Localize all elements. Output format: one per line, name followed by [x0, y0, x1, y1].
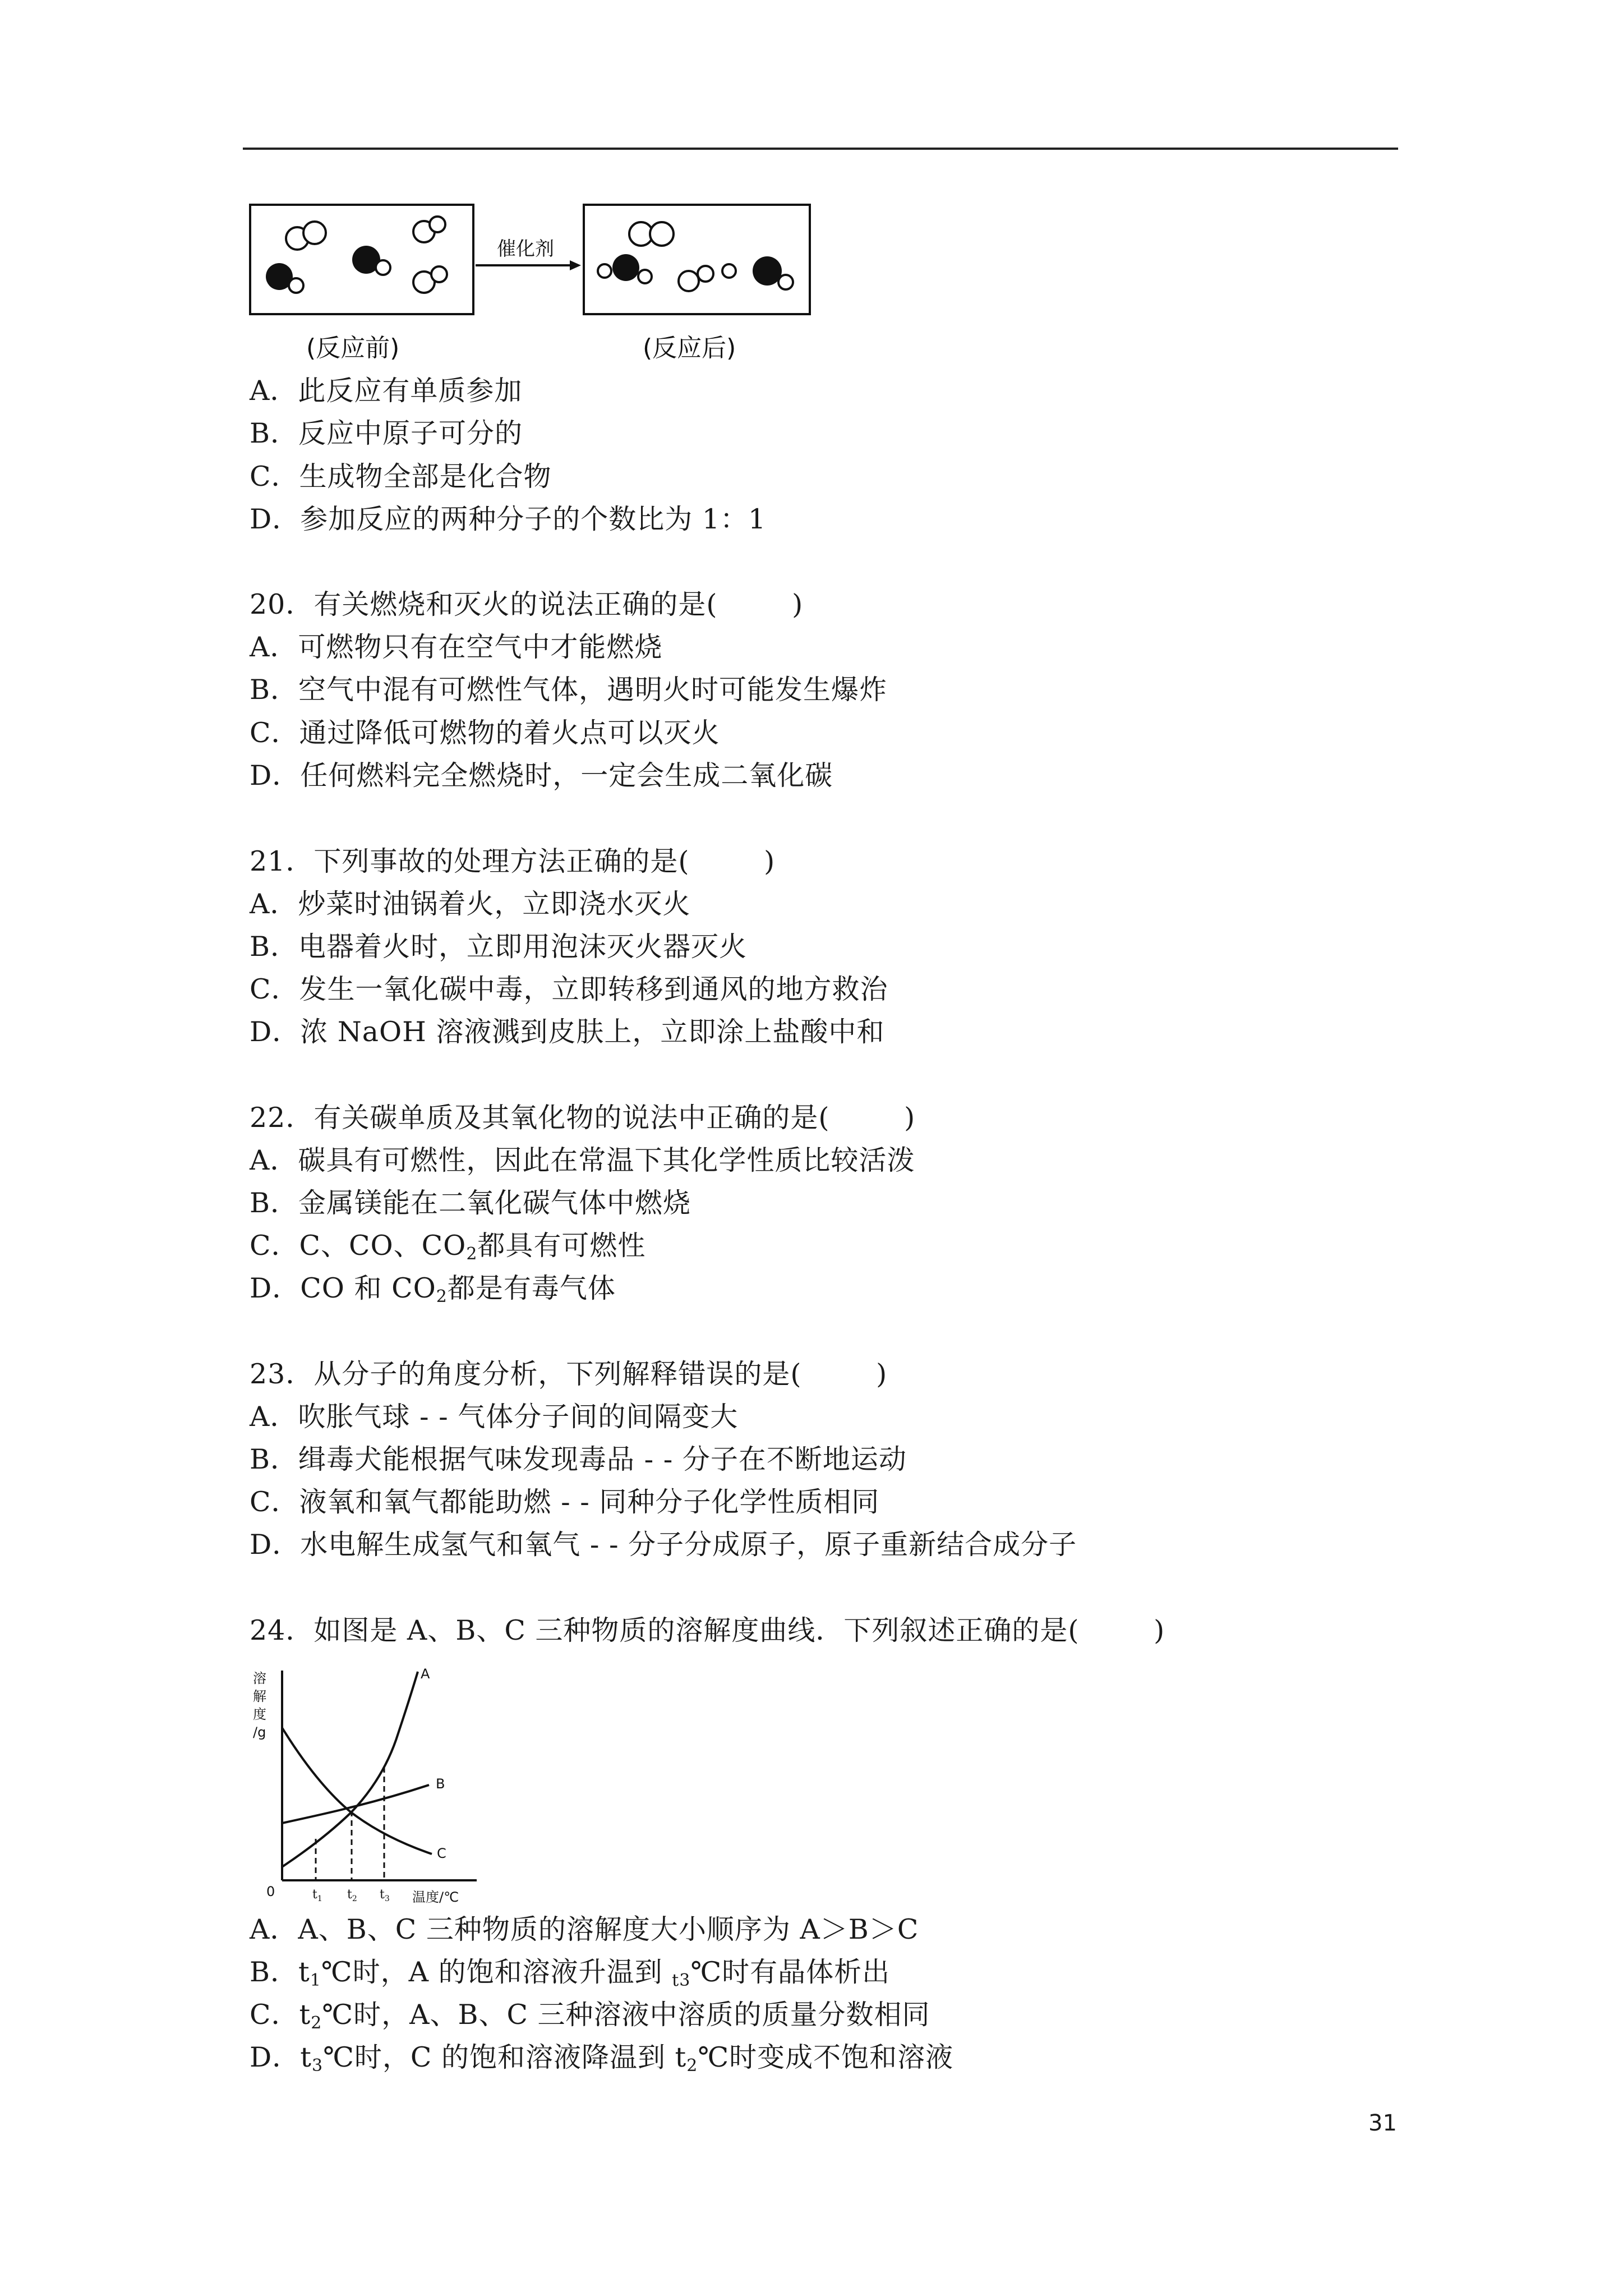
x-axis-label: 温度/℃ [412, 1889, 459, 1905]
series-a-line [282, 1672, 418, 1867]
after-label: (反应后) [643, 334, 736, 362]
q19-option-c: C．生成物全部是化合物 [250, 461, 552, 493]
y-label-char-3: 度 [253, 1706, 266, 1722]
q22-option-b: B．金属镁能在二氧化碳气体中燃烧 [250, 1187, 691, 1219]
q21-option-d: D．浓 NaOH 溶液溅到皮肤上，立即涂上盐酸中和 [250, 1016, 885, 1048]
q24-stem: 24．如图是 A、B、C 三种物质的溶解度曲线．下列叙述正确的是( ) [250, 1614, 1165, 1646]
tick-t3: $t_3$ [380, 1888, 390, 1903]
q20-option-a: A．可燃物只有在空气中才能燃烧 [250, 631, 663, 663]
q20-stem: 20．有关燃烧和灭火的说法正确的是( ) [250, 588, 804, 620]
y-label-char-1: 溶 [253, 1671, 266, 1686]
q20-option-d: D．任何燃料完全燃烧时，一定会生成二氧化碳 [250, 760, 833, 792]
q20-option-b: B．空气中混有可燃性气体，遇明火时可能发生爆炸 [250, 674, 888, 706]
q21-option-a: A．炒菜时油锅着火，立即浇水灭火 [250, 888, 691, 920]
q22-stem: 22．有关碳单质及其氧化物的说法中正确的是( ) [250, 1102, 916, 1134]
q20-option-c: C．通过降低可燃物的着火点可以灭火 [250, 717, 720, 749]
q23-option-c: C．液氧和氧气都能助燃 - - 同种分子化学性质相同 [250, 1486, 880, 1518]
q21-stem: 21．下列事故的处理方法正确的是( ) [250, 845, 776, 877]
solubility-chart [250, 1660, 485, 1907]
series-c-label: C [437, 1846, 446, 1861]
q24-option-a: A．A、B、C 三种物质的溶解度大小顺序为 A＞B＞C [250, 1913, 919, 1945]
q23-option-a: A．吹胀气球 - - 气体分子间的间隔变大 [250, 1401, 739, 1433]
q24-option-b: B．$t_1℃$时，A 的饱和溶液升温到 $_{t3}$℃时有晶体析出 [250, 1956, 891, 1990]
reaction-diagram [246, 199, 818, 373]
y-label-unit: /g [253, 1724, 266, 1740]
tick-t2: $t_2$ [347, 1888, 357, 1903]
series-a-label: A [421, 1666, 430, 1682]
before-molecules [266, 217, 447, 293]
q19-option-a: A．此反应有单质参加 [250, 375, 523, 407]
q21-option-b: B．电器着火时，立即用泡沫灭火器灭火 [250, 931, 748, 963]
origin-label: 0 [266, 1884, 275, 1899]
page-number: 31 [1368, 2110, 1397, 2136]
series-b-line [282, 1785, 429, 1823]
q19-option-b: B．反应中原子可分的 [250, 417, 523, 449]
tick-t1: $t_1$ [312, 1888, 322, 1903]
y-label-char-2: 解 [253, 1688, 266, 1704]
catalyst-arrow [476, 238, 581, 270]
before-label: (反应前) [306, 334, 400, 362]
q24-option-d: D．$t_3℃$时，C 的饱和溶液降温到 $t_2℃$时变成不饱和溶液 [250, 2041, 954, 2076]
q19-option-d: D．参加反应的两种分子的个数比为 1：1 [250, 503, 767, 535]
catalyst-label: 催化剂 [497, 238, 554, 260]
q24-option-c: C．$t_2℃$时，A、B、C 三种溶液中溶质的质量分数相同 [250, 1999, 930, 2033]
q22-option-a: A．碳具有可燃性，因此在常温下其化学性质比较活泼 [250, 1144, 915, 1176]
q23-stem: 23．从分子的角度分析，下列解释错误的是( ) [250, 1358, 888, 1390]
q23-option-b: B．缉毒犬能根据气味发现毒品 - - 分子在不断地运动 [250, 1443, 907, 1475]
after-molecules [598, 222, 793, 291]
header-rule [243, 148, 1398, 150]
q22-option-d: D．CO 和 $CO_2$都是有毒气体 [250, 1272, 616, 1306]
q23-option-d: D．水电解生成氢气和氧气 - - 分子分成原子，原子重新结合成分子 [250, 1529, 1077, 1561]
series-b-label: B [436, 1776, 445, 1792]
q21-option-c: C．发生一氧化碳中毒，立即转移到通风的地方救治 [250, 973, 888, 1005]
q22-option-c: C．C、CO、$CO_2$都具有可燃性 [250, 1230, 646, 1264]
